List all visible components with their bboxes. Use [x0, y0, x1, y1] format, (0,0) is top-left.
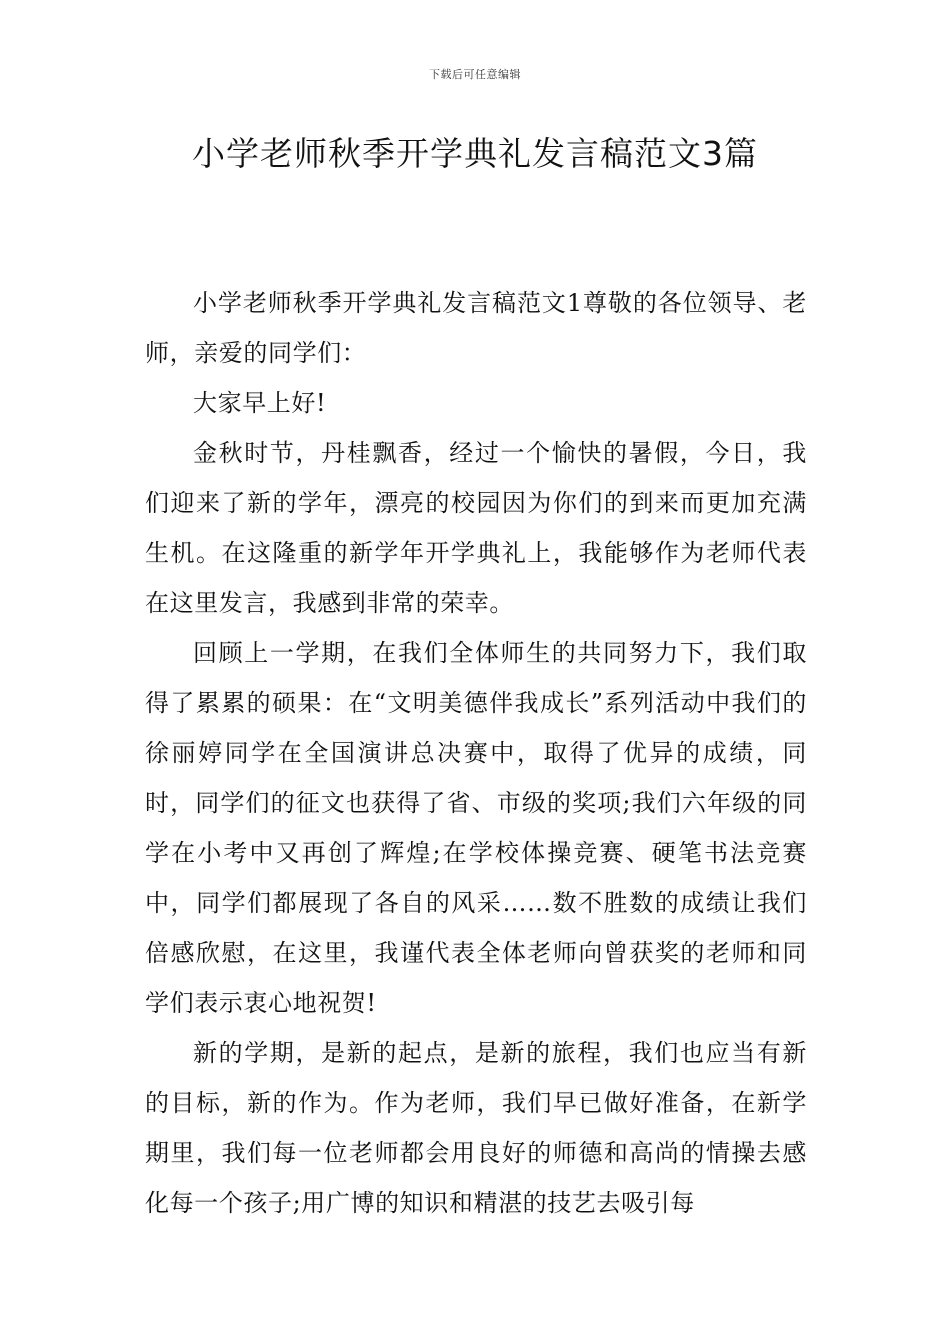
- header-note: 下载后可任意编辑: [429, 68, 521, 81]
- paragraph: 回顾上一学期，在我们全体师生的共同努力下，我们取得了累累的硕果：在“文明美德伴我成长”系列活动中我们的徐丽婷同学在全国演讲总决赛中，取得了优异的成绩，同时，同学们的征文也获得了省、市级的奖项;我们六年级的同学在小考中又再创了辉煌;在学校体操竞赛、硬笔书法竞赛中，同学们都展现了各自的风采……数不胜数的成绩让我们倍感欣慰，在这里，我谨代表全体老师向曾获奖的老师和同学们表示衷心地祝贺!: [145, 639, 807, 1017]
- document-body: [145, 278, 807, 1228]
- paragraph: 小学老师秋季开学典礼发言稿范文1尊敬的各位领导、老师，亲爱的同学们：: [145, 289, 807, 367]
- document-title: 小学老师秋季开学典礼发言稿范文3篇: [192, 134, 758, 173]
- paragraph: 大家早上好!: [193, 389, 327, 417]
- paragraph: 新的学期，是新的起点，是新的旅程，我们也应当有新的目标，新的作为。作为老师，我们早已做好准备，在新学期里，我们每一位老师都会用良好的师德和高尚的情操去感化每一个孩子;用广博的知识和精湛的技艺去吸引每: [145, 1039, 807, 1217]
- paragraph: 金秋时节，丹桂飘香，经过一个愉快的暑假，今日，我们迎来了新的学年，漂亮的校园因为你们的到来而更加充满生机。在这隆重的新学年开学典礼上，我能够作为老师代表在这里发言，我感到非常的荣幸。: [145, 439, 807, 617]
